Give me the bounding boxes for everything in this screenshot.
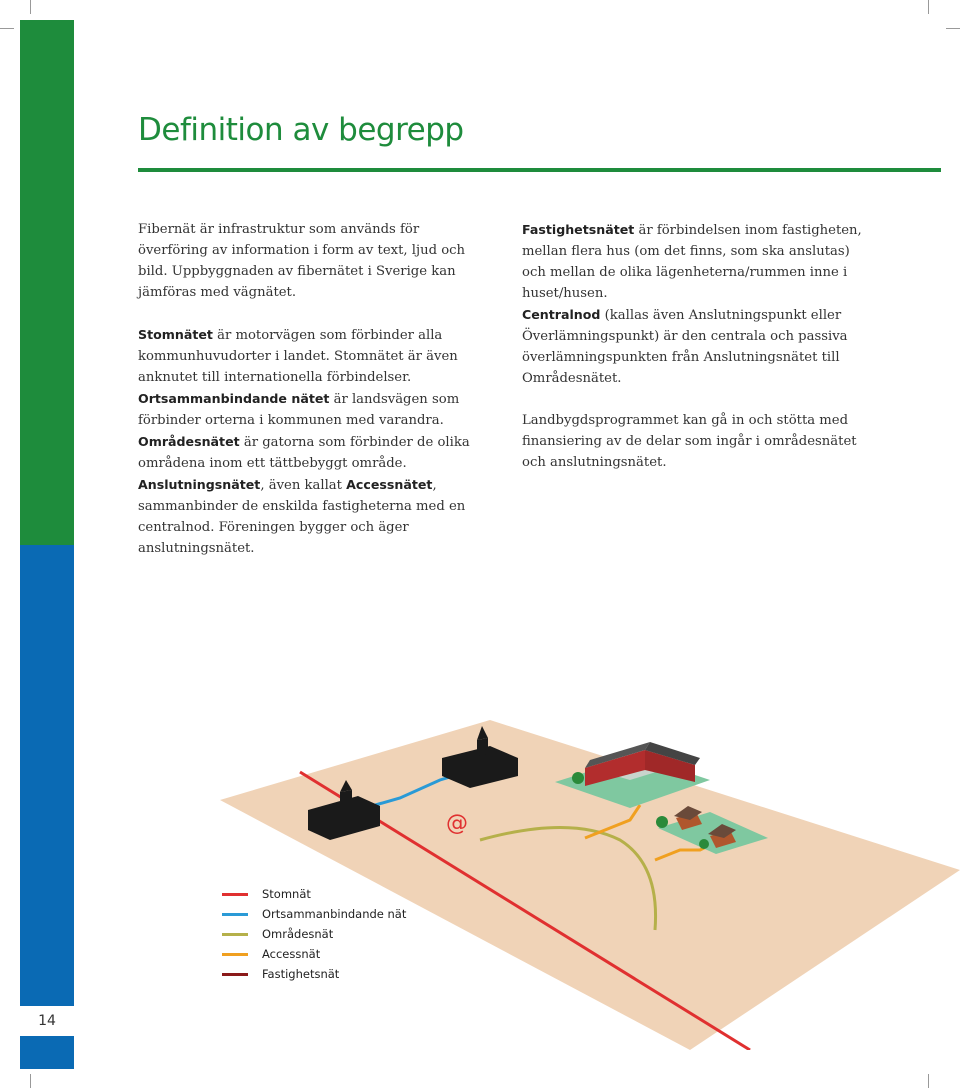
centralnod-at-icon: @ [446,811,468,836]
page-title: Definition av begrepp [138,112,464,148]
legend-label: Ortsammanbindande nät [262,907,407,921]
crop-mark [0,28,14,29]
legend-swatch [222,953,248,956]
fastighets-definition: är förbindelsen inom fastigheten, mellan flera hus (om det finns, som ska anslutas) och mellan de olika lägenheterna/rummen inne i huset/husen. [522,223,862,301]
stomnat-definition: är motorvägen som förbinder alla kommunhuvudorter i landet. Stomnätet är även anknutet till internationella förbindelser. [138,328,458,385]
legend-item-fastighetsnat [222,964,406,984]
legend-swatch [222,913,248,916]
side-bar-green [20,20,74,545]
legend-item-accessnat [222,944,406,964]
legend-swatch [222,973,248,976]
term-fastighetsnat: Fastighetsnätet [522,222,635,237]
legend-label: Accessnät [262,947,321,961]
fastighets-paragraph [522,219,872,304]
page-number: 14 [20,1006,74,1036]
term-ortsammanbindande: Ortsammanbindande nätet [138,391,330,406]
right-column [522,219,872,473]
term-centralnod: Centralnod [522,307,601,322]
anslutning-paragraph [138,474,483,559]
intro-paragraph: Fibernät är infrastruktur som används för överföring av information i form av text, ljud och bild. Uppbyggnaden av fibernätet i Sverige kan jämföras med vägnätet. [138,222,466,300]
crop-mark [30,0,31,14]
centralnod-paragraph [522,304,872,389]
term-omradesnat: Områdesnätet [138,434,240,449]
omrades-paragraph [138,431,483,474]
legend-label: Fastighetsnät [262,967,340,981]
term-stomnat: Stomnätet [138,327,213,342]
diagram-legend [222,884,406,984]
legend-item-stomnat [222,884,406,904]
anslutning-definition: , sammanbinder de enskilda fastigheterna med en centralnod. Föreningen bygger och äger anslutningsnätet. [138,478,466,556]
legend-label: Områdesnät [262,927,334,941]
crop-mark [928,1074,929,1088]
ortsamman-definition: är landsvägen som förbinder orterna i kommunen med varandra. [138,392,460,428]
legend-item-omradesnat [222,924,406,944]
omrades-definition: är gatorna som förbinder de olika områdena inom ett tättbebyggt område. [138,435,470,471]
term-accessnat: Accessnätet [346,477,433,492]
stomnat-paragraph [138,324,483,388]
term-anslutningsnat: Anslutningsnätet [138,477,261,492]
side-bar-blue [20,545,74,1069]
crop-mark [928,0,929,14]
crop-mark [30,1074,31,1088]
landsbygd-paragraph: Landbygdsprogrammet kan gå in och stötta med finansiering av de delar som ingår i områdesnätet och anslutningsnätet. [522,413,857,470]
ortsamman-paragraph [138,388,483,431]
crop-mark [946,28,960,29]
centralnod-definition: (kallas även Anslutningspunkt eller Överlämningspunkt) är den centrala och passiva överlämningspunkten från Anslutningsnätet till Områdesnätet. [522,308,848,386]
legend-item-ortsammanbindande [222,904,406,924]
anslutning-connector: , även kallat [260,478,347,493]
legend-swatch [222,893,248,896]
legend-swatch [222,933,248,936]
title-rule [138,168,941,172]
left-column [138,219,483,559]
legend-label: Stomnät [262,887,311,901]
